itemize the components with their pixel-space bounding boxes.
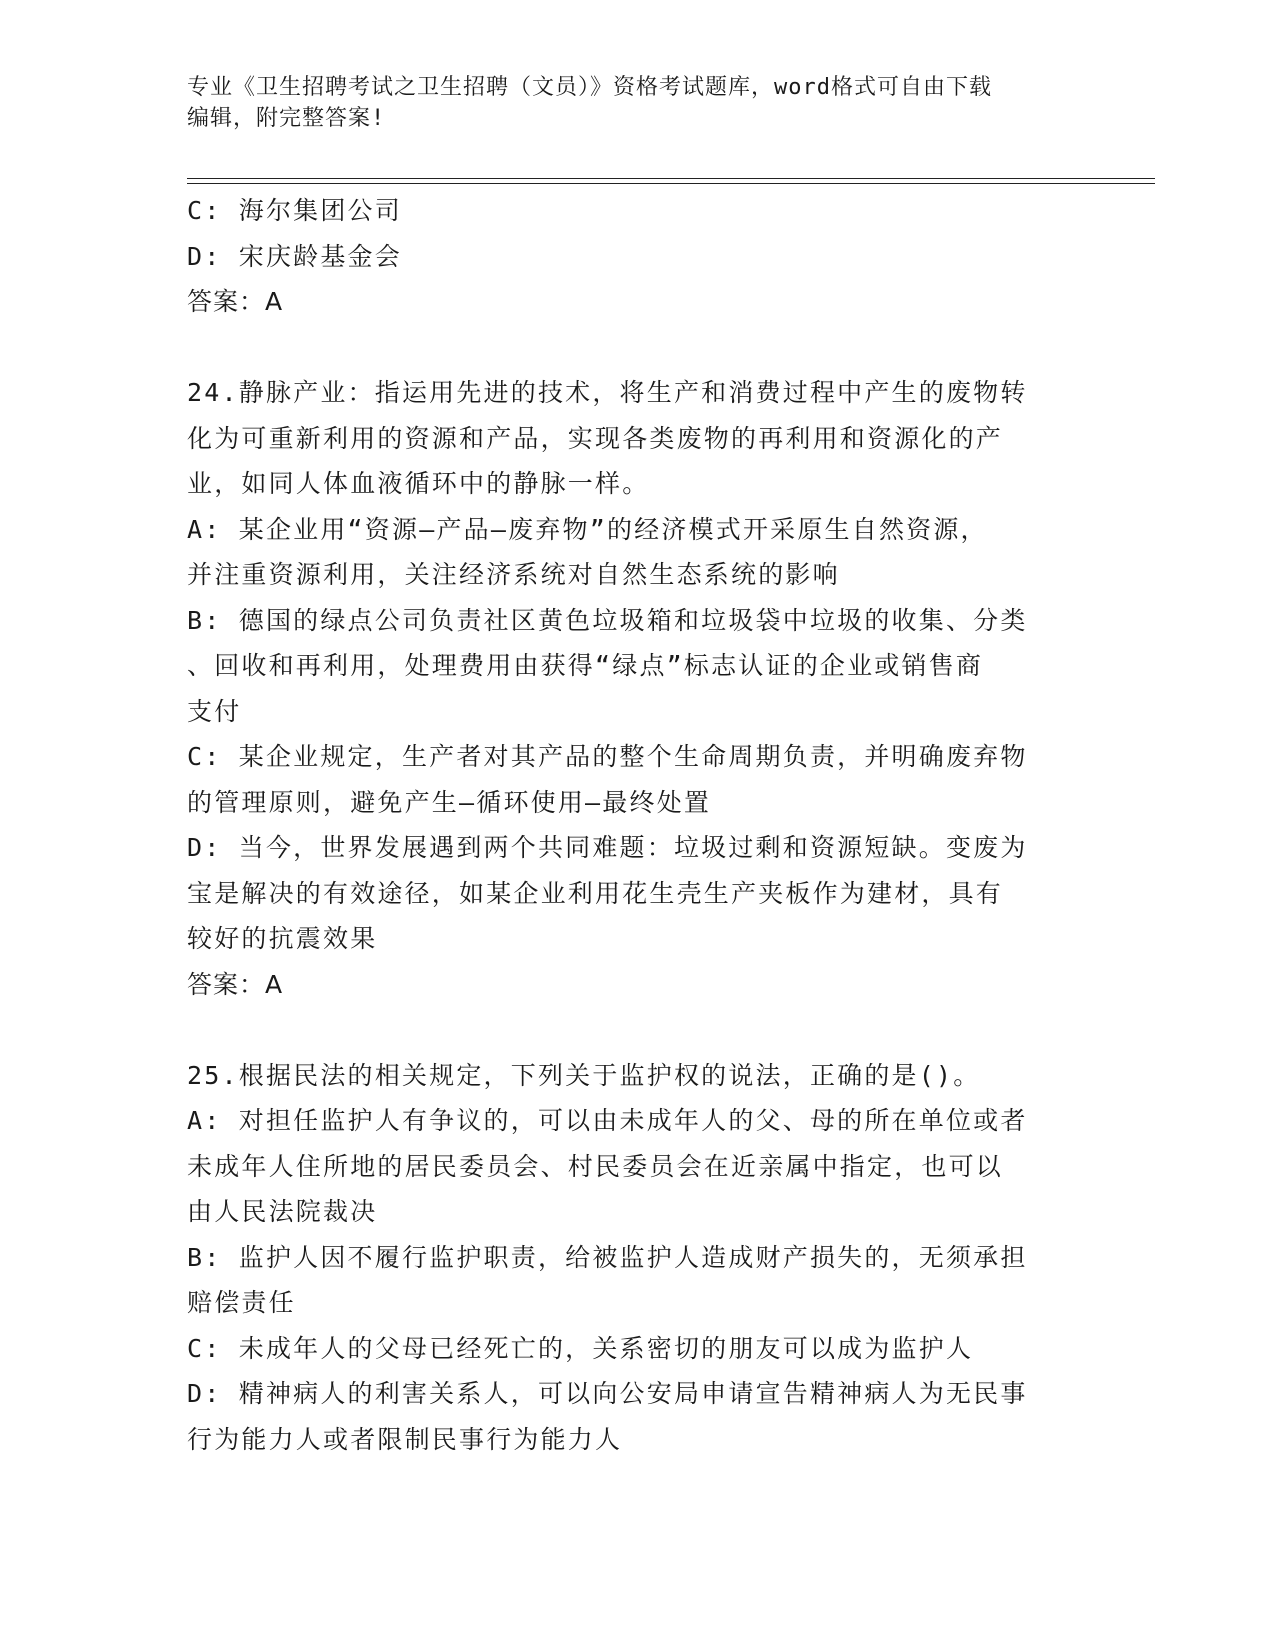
option-c-line: C: 未成年人的父母已经死亡的，关系密切的朋友可以成为监护人 — [187, 1333, 974, 1363]
option-d: D: 宋庆龄基金会 — [187, 241, 402, 271]
option-a-line: 并注重资源利用，关注经济系统对自然生态系统的影响 — [187, 560, 840, 589]
header-divider-bottom — [187, 183, 1155, 184]
option-c-line: 的管理原则，避免产生—循环使用—最终处置 — [187, 787, 712, 817]
option-b-line: B: 德国的绿点公司负责社区黄色垃圾箱和垃圾袋中垃圾的收集、分类 — [187, 605, 1028, 635]
option-b-line: 赔偿责任 — [187, 1288, 296, 1317]
answer-line: 答案：A — [187, 969, 284, 999]
option-a-line: A: 某企业用“资源—产品—废弃物”的经济模式开采原生自然资源， — [187, 514, 988, 544]
option-d-line: D: 当今，世界发展遇到两个共同难题：垃圾过剩和资源短缺。变废为 — [187, 833, 1028, 862]
header-divider-top — [187, 178, 1155, 179]
spacer — [187, 1007, 1087, 1053]
question-stem-line: 24.静脉产业：指运用先进的技术，将生产和消费过程中产生的废物转 — [187, 378, 1028, 407]
option-a-line: A: 对担任监护人有争议的，可以由未成年人的父、母的所在单位或者 — [187, 1106, 1028, 1135]
option-c-line: C: 某企业规定，生产者对其产品的整个生命周期负责，并明确废弃物 — [187, 742, 1028, 771]
option-c: C: 海尔集团公司 — [187, 196, 402, 225]
question-23-continued — [187, 188, 1087, 325]
question-25 — [187, 1053, 1087, 1463]
question-stem-line: 化为可重新利用的资源和产品，实现各类废物的再利用和资源化的产 — [187, 423, 1004, 453]
answer-line: 答案：A — [187, 287, 284, 316]
spacer — [187, 325, 1087, 371]
option-d-line: 行为能力人或者限制民事行为能力人 — [187, 1424, 623, 1454]
document-header — [187, 72, 1087, 134]
option-b-line: 、回收和再利用，处理费用由获得“绿点”标志认证的企业或销售商 — [187, 651, 984, 680]
question-24 — [187, 370, 1087, 1007]
option-b-line: 支付 — [187, 696, 242, 726]
option-d-line: 宝是解决的有效途径，如某企业利用花生壳生产夹板作为建材，具有 — [187, 878, 1004, 908]
header-line-2: 编辑，附完整答案! — [187, 106, 386, 131]
option-a-line: 未成年人住所地的居民委员会、村民委员会在近亲属中指定，也可以 — [187, 1151, 1004, 1181]
document-body — [187, 188, 1087, 1462]
option-d-line: D: 精神病人的利害关系人，可以向公安局申请宣告精神病人为无民事 — [187, 1379, 1028, 1408]
option-a-line: 由人民法院裁决 — [187, 1197, 378, 1226]
option-b-line: B: 监护人因不履行监护职责，给被监护人造成财产损失的，无须承担 — [187, 1242, 1028, 1272]
question-stem-line: 业，如同人体血液循环中的静脉一样。 — [187, 469, 650, 498]
question-stem-line: 25.根据民法的相关规定，下列关于监护权的说法，正确的是()。 — [187, 1060, 981, 1090]
option-d-line: 较好的抗震效果 — [187, 924, 378, 953]
header-line-1: 专业《卫生招聘考试之卫生招聘（文员）》资格考试题库，word格式可自由下载 — [187, 75, 992, 100]
